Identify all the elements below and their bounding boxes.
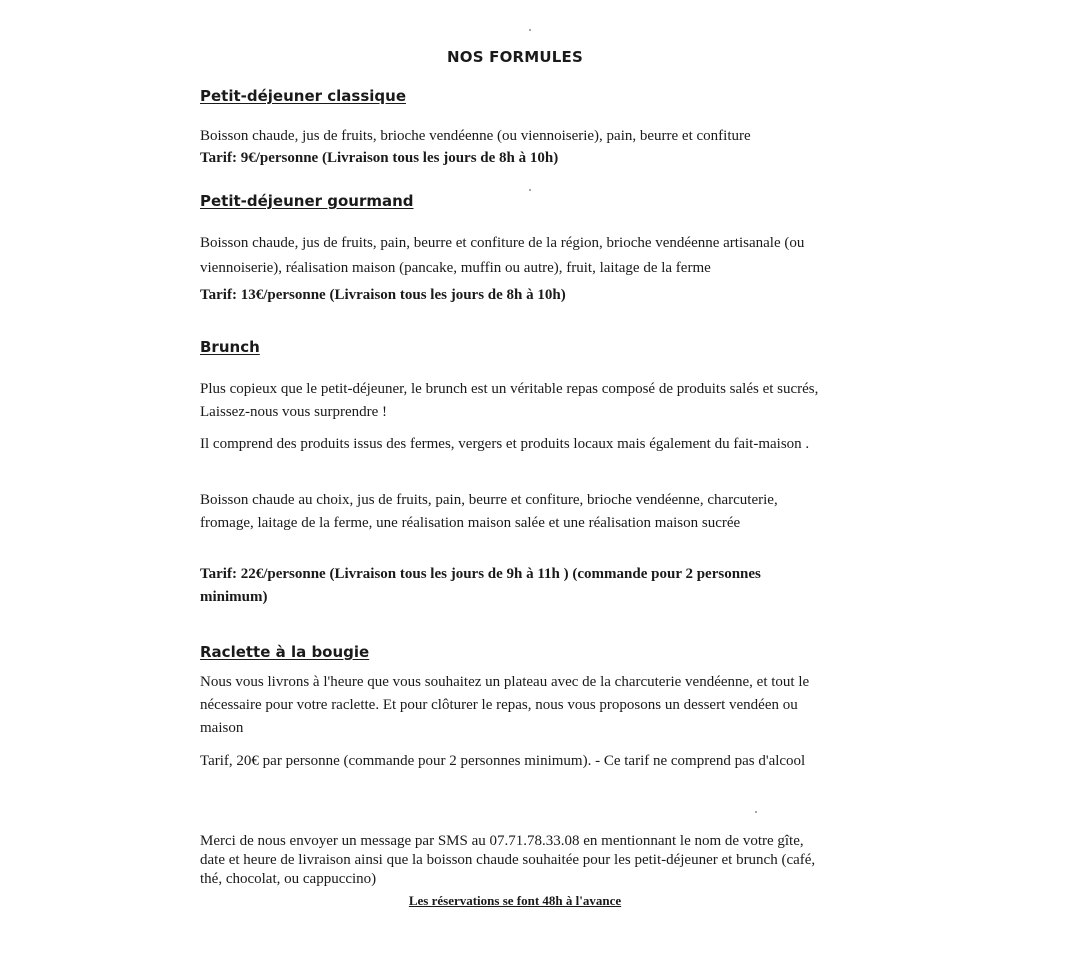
section-tarif-classique: Tarif: 9€/personne (Livraison tous les jours de 8h à 10h): [200, 150, 559, 166]
section-tarif-raclette: Tarif, 20€ par personne (commande pour 2 personnes minimum). - Ce tarif ne comprend pas d'alcool: [200, 753, 806, 769]
section-description-classique: Boisson chaude, jus de fruits, brioche vendéenne (ou viennoiserie), pain, beurre et confiture: [200, 128, 751, 144]
scan-speck: [529, 189, 531, 191]
section-heading-classique: Petit-déjeuner classique: [200, 87, 406, 105]
section-intro-brunch: Plus copieux que le petit-déjeuner, le brunch est un véritable repas composé de produits salés et sucrés, Laissez-nous vous surprendre !: [200, 381, 819, 420]
section-tarif-gourmand: Tarif: 13€/personne (Livraison tous les jours de 8h à 10h): [200, 287, 566, 303]
section-description-raclette: Nous vous livrons à l'heure que vous souhaitez un plateau avec de la charcuterie vendéenne, et tout le nécessaire pour votre raclette. Et pour clôturer le repas, nous vous proposons un dessert vendéen ou maison: [200, 674, 810, 736]
section-description-gourmand: Boisson chaude, jus de fruits, pain, beurre et confiture de la région, brioche vendéenne artisanale (ou viennoiserie), réalisation maison (pancake, muffin ou autre), fruit, laitage de la ferme: [200, 235, 805, 276]
page-title: NOS FORMULES: [447, 48, 583, 66]
section-description-brunch: Boisson chaude au choix, jus de fruits, pain, beurre et confiture, brioche vendéenne, charcuterie, fromage, laitage de la ferme, une réalisation maison salée et une réalisation maison sucrée: [200, 492, 778, 531]
section-origin-brunch: Il comprend des produits issus des fermes, vergers et produits locaux mais également du fait-maison .: [200, 436, 810, 452]
reservation-notice: Les réservations se font 48h à l'avance: [408, 893, 622, 908]
section-heading-gourmand: Petit-déjeuner gourmand: [200, 192, 414, 210]
contact-instructions: Merci de nous envoyer un message par SMS au 07.71.78.33.08 en mentionnant le nom de votre gîte, date et heure de livraison ainsi que la boisson chaude souhaitée pour les petit-déjeuner et brunch (café, thé, chocolat, ou cappuccino): [200, 833, 816, 887]
section-heading-brunch: Brunch: [200, 338, 260, 356]
section-tarif-brunch: Tarif: 22€/personne (Livraison tous les jours de 9h à 11h ) (commande pour 2 personnes minimum): [200, 566, 761, 605]
scan-speck: [529, 29, 531, 31]
scan-speck: [755, 811, 757, 813]
section-heading-raclette: Raclette à la bougie: [200, 643, 370, 661]
